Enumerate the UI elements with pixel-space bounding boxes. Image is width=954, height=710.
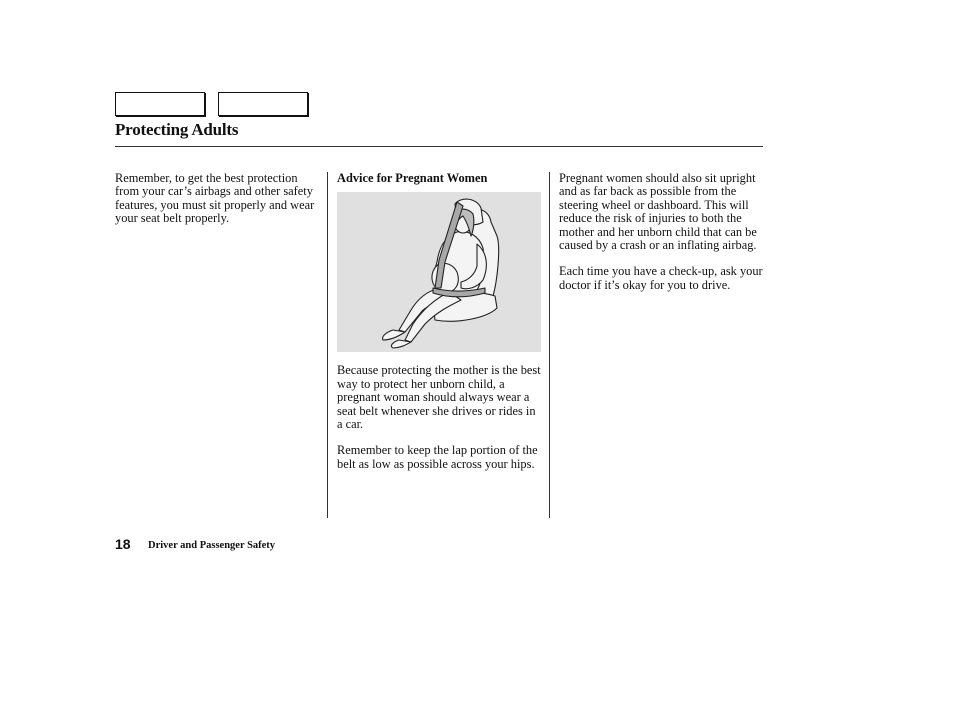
middle-column xyxy=(337,172,543,484)
column-divider-2 xyxy=(549,172,550,518)
middle-paragraph-2: Remember to keep the lap portion of the belt as low as possible across your hips. xyxy=(337,443,538,471)
nav-tab-box-1[interactable] xyxy=(115,92,205,116)
left-column xyxy=(115,172,315,239)
middle-paragraph-1: Because protecting the mother is the best way to protect her unborn child, a pregnant woman should always wear a seat belt whenever she drives or rides in a car. xyxy=(337,363,541,432)
right-paragraph-1: Pregnant women should also sit upright and as far back as possible from the steering wheel or dashboard. This will reduce the risk of injuries to both the mother and her unborn child that can be caused by a crash or an inflating airbag. xyxy=(559,171,757,253)
pregnant-woman-seatbelt-icon xyxy=(337,192,541,352)
left-paragraph-1: Remember, to get the best protection from your car’s airbags and other safety features, you must sit properly and wear your seat belt properly. xyxy=(115,171,315,226)
pregnant-woman-seatbelt-illustration xyxy=(337,192,541,352)
column-divider-1 xyxy=(327,172,328,518)
title-rule xyxy=(115,146,763,147)
right-paragraph-2: Each time you have a check-up, ask your doctor if it’s okay for you to drive. xyxy=(559,264,763,292)
page-number: 18 xyxy=(115,536,131,552)
right-column xyxy=(559,172,763,305)
section-footer-label: Driver and Passenger Safety xyxy=(148,540,276,551)
page-title: Protecting Adults xyxy=(115,120,239,139)
section-heading: Advice for Pregnant Women xyxy=(337,171,488,185)
nav-tab-box-2[interactable] xyxy=(218,92,308,116)
